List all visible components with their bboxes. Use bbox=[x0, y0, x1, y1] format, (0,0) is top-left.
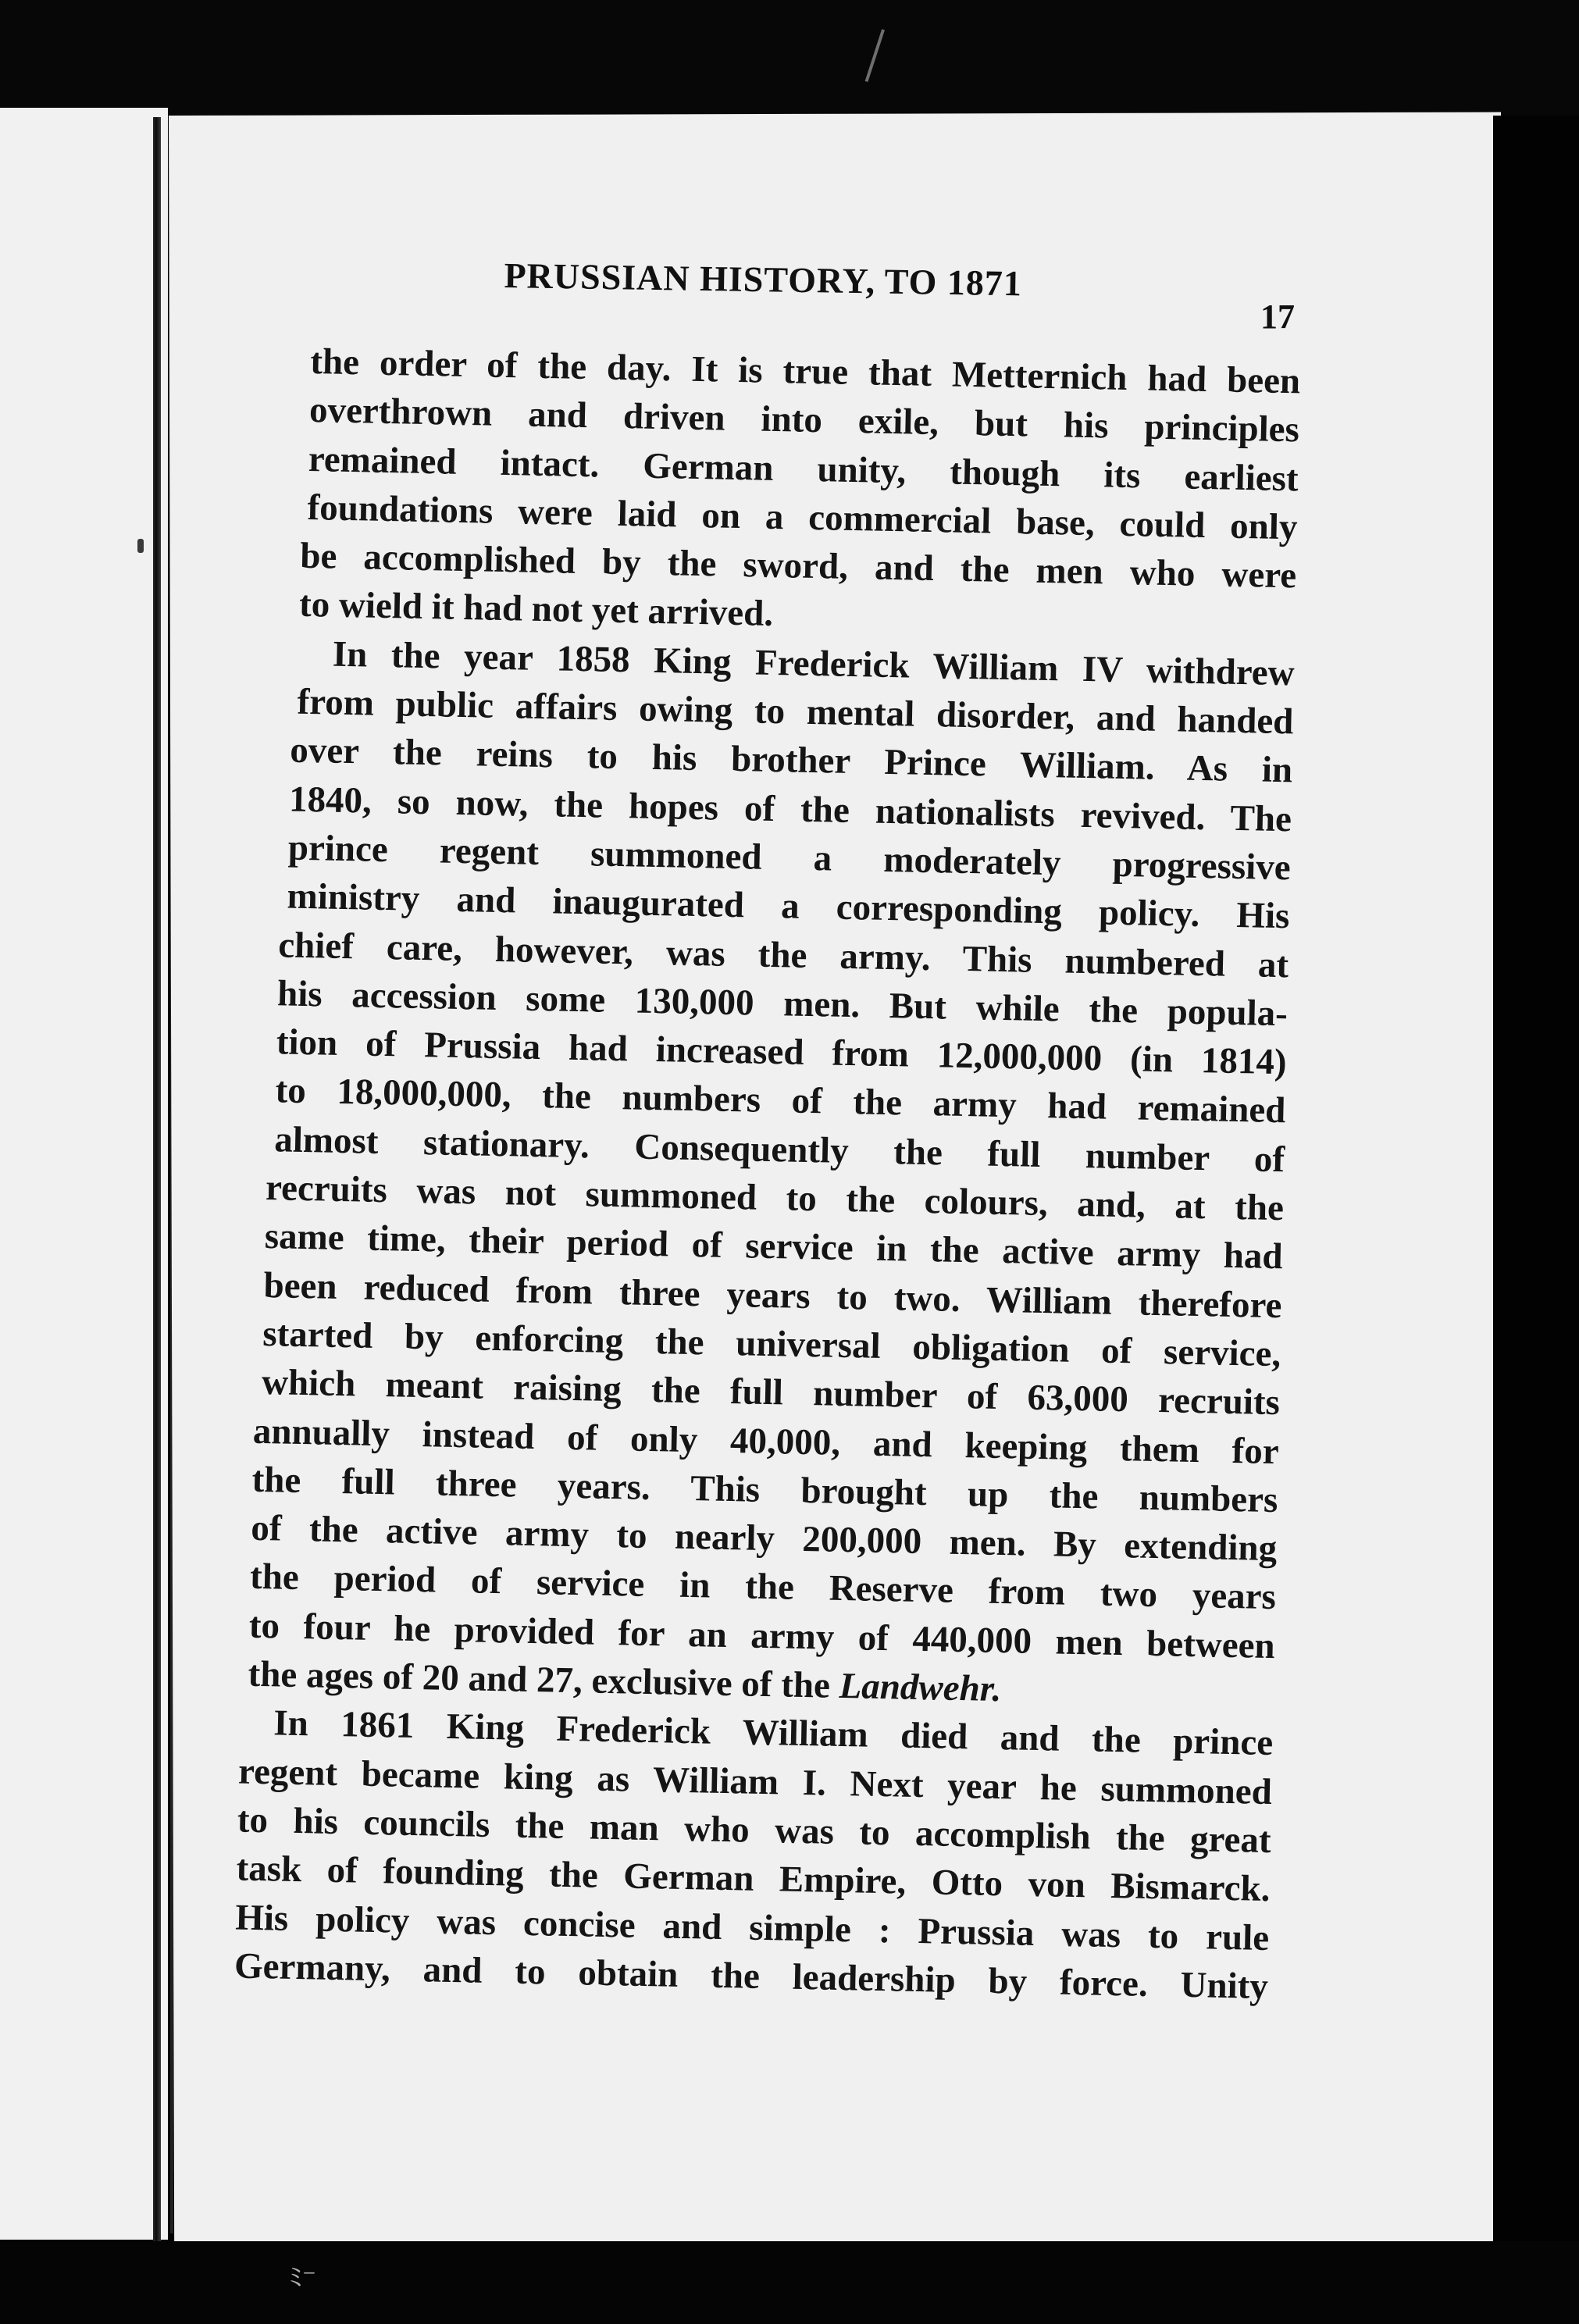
text-line: the period of service in the Reserve from two years bbox=[249, 1556, 1277, 1618]
scan-artifact: ﾐ⁻ bbox=[289, 2262, 316, 2294]
text-line: prince regent summoned a moderately progressive bbox=[287, 827, 1292, 889]
text-line: the order of the day. It is true that Metternich had been bbox=[309, 340, 1301, 402]
text-line: which meant raising the full number of 63,000 recruits bbox=[261, 1362, 1281, 1424]
paragraph-start-line: In 1861 King Frederick William died and the prince bbox=[273, 1702, 1274, 1764]
text-line: 1840, so now, the hopes of the nationalists revived. The bbox=[288, 779, 1292, 839]
text-line: to wield it had not yet arrived. bbox=[298, 584, 774, 635]
text-line: started by enforcing the universal obligation of service, bbox=[262, 1313, 1281, 1375]
text-line: overthrown and driven into exile, but his principles bbox=[308, 390, 1300, 451]
text-line: chief care, however, was the army. This numbered at bbox=[277, 924, 1289, 986]
text-line: task of founding the German Empire, Otto von Bismarck. bbox=[236, 1848, 1271, 1910]
text-line: to 18,000,000, the numbers of the army had remained bbox=[275, 1070, 1286, 1132]
book-gutter bbox=[153, 117, 161, 2241]
text-line: his accession some 130,000 men. But while the popula- bbox=[276, 973, 1289, 1035]
text-line: same time, their period of service in the active army had bbox=[264, 1216, 1284, 1278]
text-line: regent became king as William I. Next year he summoned bbox=[237, 1751, 1273, 1813]
scan-bottom-border bbox=[0, 2241, 1579, 2324]
text-line: of the active army to nearly 200,000 men. By extending bbox=[250, 1507, 1278, 1570]
text-line: be accomplished by the sword, and the men who were bbox=[299, 535, 1297, 597]
text-line: Germany, and to obtain the leadership by force. Unity bbox=[233, 1945, 1269, 2007]
text-line: ministry and inaugurated a corresponding policy. His bbox=[287, 875, 1290, 937]
text-fragment: the ages of 20 and 27, exclusive of the bbox=[248, 1653, 840, 1706]
text-line: to his councils the man who was to accomplish the great bbox=[237, 1799, 1272, 1861]
left-page-edge bbox=[0, 108, 168, 2240]
text-line: remained intact. German unity, though its earliest bbox=[308, 438, 1299, 500]
text-line: from public affairs owing to mental disorder, and handed bbox=[297, 681, 1294, 743]
paragraph-start-line: In the year 1858 King Frederick William IV withdrew bbox=[332, 633, 1296, 694]
scan-top-border bbox=[0, 0, 1579, 117]
text-line: almost stationary. Consequently the full number of bbox=[273, 1119, 1285, 1180]
body-text bbox=[233, 337, 1301, 2011]
text-line: to four he provided for an army of 440,000 men between bbox=[248, 1605, 1276, 1666]
running-head: PRUSSIAN HISTORY, TO 1871 bbox=[504, 255, 1023, 304]
text-line: over the reins to his brother Prince William. As in bbox=[289, 729, 1293, 791]
text-line: been reduced from three years to two. William therefore bbox=[263, 1264, 1282, 1326]
text-line: annually instead of only 40,000, and keeping them for bbox=[252, 1410, 1280, 1472]
italic-term: Landwehr. bbox=[839, 1665, 1002, 1710]
page-number: 17 bbox=[1260, 298, 1295, 336]
text-line: tion of Prussia had increased from 12,000,000 (in 1814) bbox=[276, 1021, 1288, 1083]
text-line: the full three years. This brought up the numbers bbox=[251, 1459, 1278, 1520]
text-line: His policy was concise and simple : Prussia was to rule bbox=[234, 1896, 1270, 1959]
margin-speck bbox=[137, 539, 144, 553]
scan-right-border bbox=[1493, 116, 1579, 2255]
text-line: foundations were laid on a commercial base, could only bbox=[307, 487, 1298, 548]
text-line: recruits was not summoned to the colours, and, at the bbox=[265, 1167, 1285, 1229]
